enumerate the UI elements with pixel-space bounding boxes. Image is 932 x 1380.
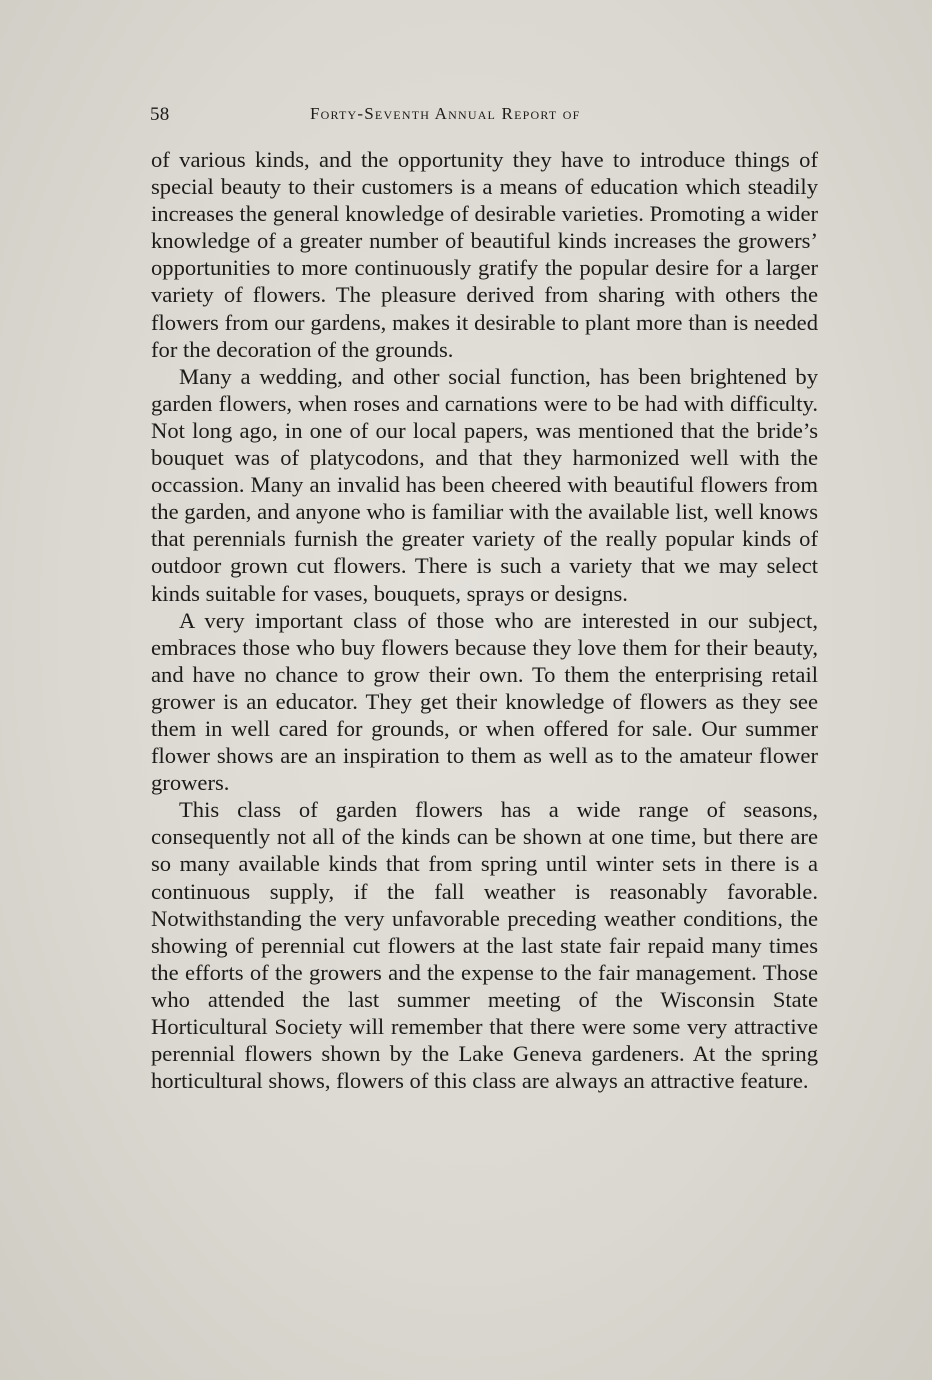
body-text bbox=[151, 146, 818, 1094]
paragraph-2: Many a wedding, and other social function, has been brightened by garden flowers, when roses and carnations were to be had with difficulty. Not long ago, in one of our local papers, was mentioned that the bride’s bouquet was of platycodons, and that they harmonized well with the occassion. Many an invalid has been cheered with beautiful flowers from the garden, and anyone who is familiar with the available list, well knows that perennials furnish the greater variety of the really popular kinds of outdoor grown cut flowers. There is such a variety that we may select kinds suitable for vases, bouquets, sprays or designs. bbox=[151, 363, 818, 606]
page-header bbox=[150, 104, 822, 130]
paragraph-3: A very important class of those who are interested in our subject, embraces those who buy flowers because they love them for their beauty, and have no chance to grow their own. To them the enterprising retail grower is an educator. They get their knowledge of flowers as they see them in well cared for grounds, or when offered for sale. Our summer flower shows are an inspiration to them as well as to the amateur flower growers. bbox=[151, 607, 818, 796]
running-head: Forty-Seventh Annual Report of bbox=[310, 104, 581, 123]
paragraph-1: of various kinds, and the opportunity they have to introduce things of special beauty to their customers is a means of education which steadily increases the general knowledge of desirable varieties. Promoting a wider knowledge of a greater number of beautiful kinds increases the growers’ opportunities to more continuously gratify the popular desire for a larger variety of flowers. The pleasure derived from sharing with others the flowers from our gardens, makes it desirable to plant more than is needed for the decoration of the grounds. bbox=[151, 147, 818, 362]
paragraph-4: This class of garden flowers has a wide range of seasons, consequently not all of the kinds can be shown at one time, but there are so many available kinds that from spring until winter sets in there is a continuous supply, if the fall weather is reasonably favorable. Notwithstanding the very unfavorable preceding weather conditions, the showing of perennial cut flowers at the last state fair repaid many times the efforts of the growers and the expense to the fair management. Those who attended the last summer meeting of the Wisconsin State Horticultural Society will remember that there were some very attractive perennial flowers shown by the Lake Geneva gardeners. At the spring horticultural shows, flowers of this class are always an attractive feature. bbox=[151, 797, 818, 1094]
page-number: 58 bbox=[150, 104, 170, 125]
